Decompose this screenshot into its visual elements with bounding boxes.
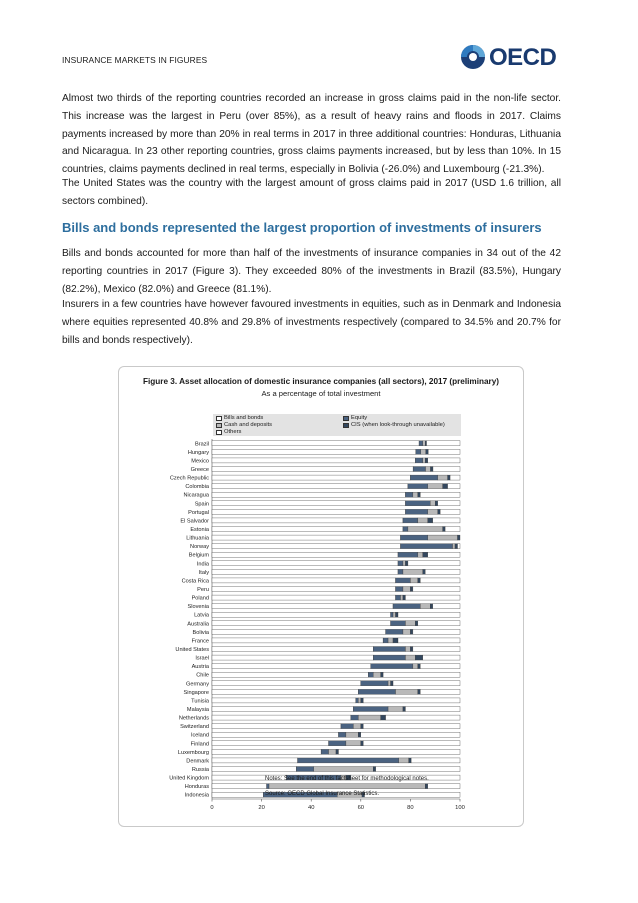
bar-segment [420,689,460,694]
bar-segment [212,647,373,652]
bar-segment [405,707,460,712]
bar-segment [212,604,393,609]
bar-segment [358,715,380,720]
bar-segment [440,509,460,514]
bar-segment [267,784,269,789]
category-label: Mexico [191,458,209,465]
bar-segment [212,612,391,617]
category-label: Czech Republic [169,475,209,482]
bar-segment [212,758,298,763]
bar-segment [405,501,430,506]
bar-segment [421,449,426,454]
bar-segment [386,715,460,720]
category-label: Latvia [194,612,209,619]
bar-segment [212,544,400,549]
category-label: Austria [191,664,209,671]
bar-segment [296,767,313,772]
bar-segment [399,758,409,763]
bar-segment [363,724,460,729]
category-label: Singapore [183,689,209,696]
bar-segment [428,484,443,489]
legend-swatch [343,423,349,428]
legend-label: CIS (when look-through unavailable) [351,422,445,428]
section-heading: Bills and bonds represented the largest proportion of investments of insurers [62,220,542,235]
bar-segment [427,441,460,446]
bar-segment [361,681,388,686]
bar-segment [415,655,422,660]
bar-segment [428,552,460,557]
bar-segment [430,467,432,472]
bar-segment [212,552,398,557]
bar-segment [212,569,398,574]
bar-segment [408,527,443,532]
figure-title: Figure 3. Asset allocation of domestic insurance companies (all sectors), 2017 (preliminary) [143,377,499,386]
bar-segment [338,732,345,737]
bar-segment [413,629,460,634]
bar-segment [212,458,415,463]
category-label: Spain [194,501,209,508]
bar-segment [416,449,421,454]
bar-segment [420,664,460,669]
category-label: Israel [195,655,209,662]
bar-segment [393,612,395,617]
bar-segment [212,792,263,797]
bar-segment [212,621,391,626]
bar-segment [336,749,338,754]
bar-segment [361,732,460,737]
bar-segment [418,621,460,626]
category-label: Netherlands [178,715,209,722]
figure-subtitle: As a percentage of total investment [261,389,381,398]
legend-label: Equity [351,415,368,421]
bar-segment [346,741,361,746]
x-tick-label: 0 [210,805,214,811]
bar-segment [212,664,371,669]
legend-item-cis [343,422,445,428]
category-label: Norway [190,544,209,551]
bar-segment [368,672,373,677]
bar-segment [428,458,460,463]
bar-segment [418,552,423,557]
bar-segment [398,612,460,617]
bar-segment [212,449,416,454]
bar-segment [419,441,423,446]
bar-segment [212,698,356,703]
category-label: Italy [198,569,209,576]
bar-segment [314,767,374,772]
figure-source: Source: OECD Global Insurance Statistics. [265,791,380,797]
bar-segment [423,569,425,574]
figure-3 [118,366,524,827]
bar-segment [396,578,411,583]
category-label: Estonia [190,527,209,533]
bar-segment [212,749,321,754]
bar-segment [329,749,336,754]
category-label: Nicaragua [183,492,209,499]
legend-swatch [343,416,349,421]
bar-segment [212,561,398,566]
category-label: Belgium [188,552,209,559]
bar-segment [408,561,460,566]
bar-segment [212,715,351,720]
paragraph-equities: Insurers in a few countries have however favoured investments in equities, such as in Denmark and Indonesia where equities represented 40.8% and 29.8% of investments respectively (compared to 34.5% and 20.7% for bills and bonds respectively). [62,299,561,346]
bar-segment [448,484,460,489]
bar-segment [433,604,460,609]
bar-segment [346,732,358,737]
bar-segment [430,501,435,506]
bar-segment [383,638,388,643]
bar-segment [410,629,412,634]
category-label: Finland [190,741,209,748]
bar-segment [329,741,346,746]
category-label: Costa Rica [181,578,209,585]
bar-segment [353,724,360,729]
bar-segment [398,638,460,643]
bar-segment [418,664,420,669]
category-label: Brazil [195,441,209,448]
bar-segment [443,484,448,489]
bar-segment [403,569,423,574]
bar-segment [212,707,353,712]
bar-segment [403,707,405,712]
category-label: El Salvador [180,518,209,525]
bar-segment [212,509,405,514]
bar-segment [393,604,420,609]
legend-item-others [216,429,241,435]
bar-segment [386,629,403,634]
bar-segment [420,604,430,609]
bar-segment [433,467,460,472]
legend-swatch [216,430,222,435]
bar-segment [428,509,438,514]
category-label: Poland [191,595,209,602]
bar-segment [420,492,460,497]
bar-segment [405,621,415,626]
category-label: Indonesia [184,792,209,799]
bar-segment [358,732,360,737]
bar-segment [212,672,368,677]
bar-segment [415,621,417,626]
bar-segment [381,672,383,677]
bar-segment [396,595,401,600]
legend-item-cash-deposits [216,422,272,428]
bar-segment [438,501,460,506]
paragraph-united-states: The United States was the country with the largest amount of gross claims paid in 2017 (USD 1.6 trillion, all sectors combined). [62,178,561,207]
figure-notes: Notes: See the end of this factsheet for methodological notes. [265,776,429,782]
bar-segment [400,595,402,600]
bar-segment [338,749,460,754]
x-tick-label: 80 [407,805,414,811]
bar-segment [212,475,410,480]
bar-segment [212,578,396,583]
bar-segment [403,561,405,566]
bar-segment [361,698,363,703]
bar-segment [438,509,440,514]
bar-segment [373,672,380,677]
bar-segment [212,501,405,506]
bar-segment [400,535,427,540]
bar-segment [420,578,460,583]
bar-segment [269,784,425,789]
bar-segment [212,467,413,472]
asset-allocation-chart [119,437,523,812]
category-label: Lithuania [186,535,209,542]
bar-segment [405,655,415,660]
bar-segment [351,715,358,720]
legend-swatch [216,416,222,421]
bar-segment [398,569,403,574]
bar-segment [415,458,422,463]
bar-segment [341,724,353,729]
bar-segment [423,458,425,463]
x-tick-label: 60 [357,805,365,811]
bar-segment [403,527,408,532]
bar-segment [388,638,393,643]
bar-segment [383,672,460,677]
bar-segment [371,664,413,669]
x-tick-label: 20 [258,805,265,811]
paragraph-bills-bonds: Bills and bonds accounted for more than half of the investments of insurance companies in 34 out of the 42 reporting countries in 2017 (Figure 3). They exceeded 80% of the investments in Brazil (83.5%), Hungary (82.2%), Mexico (82.0%) and Greece (81.1%). [62,248,561,295]
bar-segment [453,544,455,549]
bar-segment [212,492,405,497]
bar-segment [435,501,437,506]
bar-segment [413,587,460,592]
category-label: Denmark [186,758,209,765]
legend-swatch [216,423,222,428]
category-label: Tunisia [191,698,209,705]
category-label: Chile [196,672,209,679]
bar-segment [418,689,420,694]
running-header: INSURANCE MARKETS IN FIGURES [62,55,208,65]
bar-segment [403,518,418,523]
bar-segment [418,492,420,497]
bar-segment [413,492,418,497]
bar-segment [405,647,410,652]
bar-segment [212,689,358,694]
bar-segment [423,441,425,446]
bar-segment [363,698,460,703]
category-label: Hungary [187,449,209,456]
bar-segment [428,449,460,454]
bar-segment [212,535,400,540]
bar-segment [391,621,406,626]
bar-segment [212,638,383,643]
category-label: Russia [191,767,209,773]
bar-segment [405,561,407,566]
bar-segment [212,724,341,729]
bar-segment [373,647,405,652]
category-label: Portugal [188,509,209,516]
category-label: Luxembourg [177,749,209,756]
legend-label: Others [224,429,242,435]
bar-segment [358,698,360,703]
bar-segment [405,595,460,600]
bar-segment [321,749,328,754]
oecd-logo-text: OECD [489,44,557,71]
bar-segment [212,629,386,634]
bar-segment [212,732,338,737]
bar-segment [381,715,386,720]
legend-label: Cash and deposits [224,422,273,428]
bar-segment [405,509,427,514]
bar-segment [396,587,403,592]
bar-segment [376,767,460,772]
category-label: India [196,561,209,568]
bar-segment [438,475,448,480]
bar-segment [413,467,425,472]
bar-segment [212,587,396,592]
category-label: Peru [197,587,209,593]
bar-segment [212,767,296,772]
bar-segment [428,518,433,523]
legend-label: Bills and bonds [224,415,264,421]
legend-item-equity [343,415,367,421]
category-label: Germany [185,681,209,688]
bar-segment [398,552,418,557]
bar-segment [212,741,329,746]
bar-segment [423,552,428,557]
bar-segment [425,784,427,789]
bar-segment [411,758,460,763]
chart-legend [213,414,461,436]
bar-segment [396,689,418,694]
bar-segment [212,527,403,532]
bar-segment [410,587,412,592]
category-label: United States [175,647,209,653]
bar-segment [212,655,373,660]
x-tick-label: 40 [307,805,315,811]
bar-segment [393,638,398,643]
category-label: Honduras [184,784,209,791]
bar-segment [353,707,388,712]
bar-segment [212,681,361,686]
bar-segment [428,784,460,789]
legend-item-bills-bonds [216,415,263,421]
category-label: Switzerland [180,724,209,731]
bar-segment [361,741,363,746]
bar-segment [418,518,428,523]
bar-segment [358,689,395,694]
bar-segment [425,569,460,574]
bar-segment [428,535,458,540]
bar-segment [405,492,412,497]
category-label: Malaysia [186,707,209,713]
bar-segment [413,664,418,669]
bar-segment [410,475,437,480]
category-label: Iceland [190,732,209,739]
bar-segment [448,475,450,480]
paragraph-claims: Almost two thirds of the reporting countries recorded an increase in gross claims paid in the non-life sector. This increase was the largest in Peru (over 85%), as a result of heavy rains and floods in 2017. Claims payments increased by more than 20% in real terms in 2017 in three additional countries: Honduras, Lithuania and Nicaragua. In 23 other reporting countries, gross claims payments increased, but by less than 10%. In 15 countries, claims payments declined in real terms, especially in Bolivia (-26.0%) and Luxembourg (-21.3%). [62,93,561,176]
bar-segment [373,655,405,660]
bar-segment [403,595,405,600]
bar-segment [425,441,426,446]
bar-segment [409,758,411,763]
x-tick-label: 100 [455,805,465,811]
bar-segment [418,578,420,583]
bar-segment [212,484,408,489]
bar-segment [388,681,390,686]
bar-segment [398,561,403,566]
category-label: United Kingdom [169,775,209,782]
bar-segment [455,544,457,549]
bar-segment [450,475,460,480]
bar-segment [363,741,460,746]
bar-segment [388,707,403,712]
bar-segment [391,612,393,617]
bar-segment [445,527,460,532]
bar-segment [391,681,393,686]
bar-segment [458,544,460,549]
bar-segment [413,647,460,652]
bar-segment [410,647,412,652]
bar-segment [298,758,399,763]
bar-segment [400,544,452,549]
bar-segment [423,655,460,660]
category-label: Greece [190,467,209,473]
category-label: Bolivia [192,629,209,636]
bar-segment [426,449,428,454]
bar-segment [403,629,410,634]
category-label: France [191,638,209,645]
bar-segment [430,604,432,609]
bar-segment [212,518,403,523]
bar-segment [408,484,428,489]
bar-segment [393,681,460,686]
category-label: Slovenia [187,604,209,611]
bar-segment [410,578,417,583]
category-label: Australia [187,621,209,628]
category-label: Colombia [185,484,209,491]
bar-segment [212,595,396,600]
bar-segment [403,587,410,592]
bar-segment [212,441,419,446]
bar-segment [425,458,427,463]
bar-segment [426,467,431,472]
bar-segment [212,784,267,789]
bar-segment [458,535,460,540]
bar-segment [396,612,398,617]
bar-segment [443,527,445,532]
bar-segment [361,724,363,729]
bar-segment [356,698,358,703]
bar-segment [373,767,375,772]
bar-segment [433,518,460,523]
